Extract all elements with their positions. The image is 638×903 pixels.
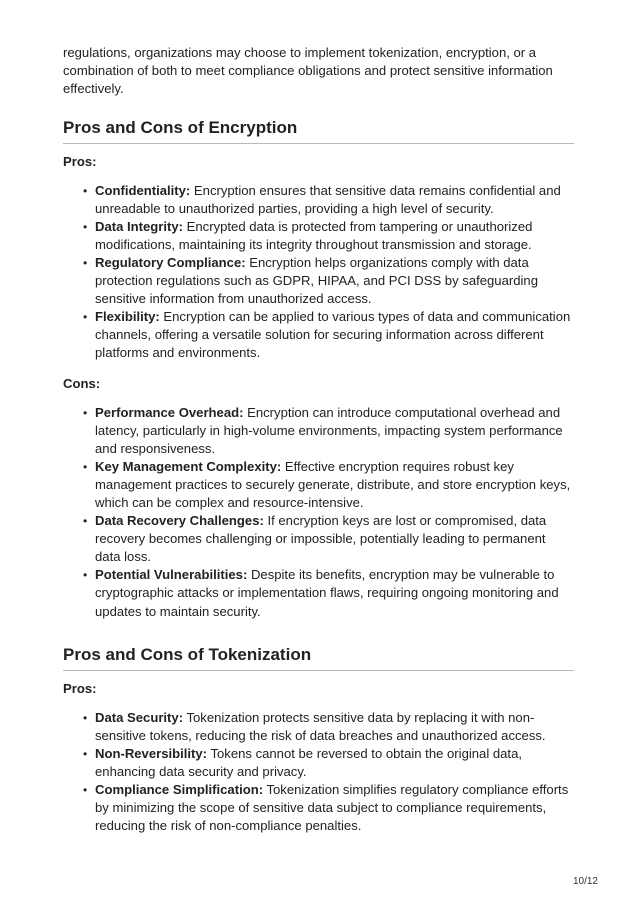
list-item-text: Despite its benefits, encryption may be vulnerable to cryptographic attacks or implementation flaws, requiring ongoing monitoring and updates to maintain security. (95, 567, 559, 619)
list-item-text: Tokenization protects sensitive data by replacing it with non-sensitive tokens, reducing the risk of data breaches and unauthorized access. (95, 709, 546, 743)
list-item-text: Tokens cannot be reversed to obtain the original data, enhancing data security and privacy. (95, 745, 522, 779)
encryption-heading: Pros and Cons of Encryption (63, 117, 574, 144)
bullet-icon: • (83, 783, 88, 798)
list-item-term: Data Security: (95, 709, 184, 725)
list-item-text: Encryption can be applied to various types of data and communication channels, offering a versatile solution for securing information across different platforms and environments. (95, 309, 571, 361)
list-item-text: If encryption keys are lost or compromised, data recovery becomes challenging or impossible, potentially leading to permanent data loss. (95, 513, 547, 565)
encryption-cons-label: Cons: (63, 375, 101, 391)
bullet-icon: • (83, 710, 88, 725)
list-item-term: Regulatory Compliance: (95, 254, 246, 270)
list-item (83, 745, 574, 781)
tokenization-pros-list (63, 709, 574, 836)
intro-paragraph: regulations, organizations may choose to implement tokenization, encryption, or a combination of both to meet compliance obligations and protect sensitive information effectively. (63, 45, 553, 97)
bullet-icon: • (83, 219, 88, 234)
list-item (83, 512, 574, 566)
tokenization-heading: Pros and Cons of Tokenization (63, 644, 574, 671)
list-item-term: Flexibility: (95, 309, 160, 325)
list-item-text: Tokenization simplifies regulatory compliance efforts by minimizing the scope of sensitive data subject to compliance requirements, reducing the risk of non-compliance penalties. (95, 782, 569, 834)
list-item-term: Compliance Simplification: (95, 782, 264, 798)
tokenization-pros-label: Pros: (63, 680, 97, 696)
list-item-text: Encryption helps organizations comply with data protection regulations such as GDPR, HIPAA, and PCI DSS by safeguarding sensitive information from unauthorized access. (95, 254, 538, 307)
list-item (83, 458, 574, 512)
list-item-text: Encryption ensures that sensitive data remains confidential and unreadable to unauthorized parties, providing a high level of security. (95, 182, 561, 216)
document-page (63, 0, 574, 835)
bullet-icon: • (83, 746, 88, 761)
list-item-term: Performance Overhead: (95, 404, 244, 420)
list-item-term: Data Integrity: (95, 218, 184, 234)
bullet-icon: • (83, 459, 88, 474)
list-item-term: Potential Vulnerabilities: (95, 567, 248, 583)
bullet-icon: • (83, 183, 88, 198)
list-item-term: Confidentiality: (95, 182, 191, 198)
bullet-icon: • (83, 405, 88, 420)
list-item-term: Non-Reversibility: (95, 745, 208, 761)
list-item (83, 404, 574, 458)
list-item (83, 566, 574, 620)
list-item (83, 218, 574, 254)
list-item-term: Key Management Complexity: (95, 458, 282, 474)
encryption-cons-list (63, 404, 574, 621)
bullet-icon: • (83, 255, 88, 270)
encryption-pros-list (63, 182, 574, 363)
bullet-icon: • (83, 310, 88, 325)
list-item (83, 709, 574, 745)
list-item (83, 182, 574, 218)
page-number: 10/12 (572, 876, 598, 887)
list-item-term: Data Recovery Challenges: (95, 513, 264, 529)
list-item-text: Encrypted data is protected from tampering or unauthorized modifications, maintaining its integrity throughout transmission and storage. (95, 218, 533, 252)
bullet-icon: • (83, 514, 88, 529)
list-item (83, 254, 574, 308)
encryption-pros-label: Pros: (63, 153, 97, 169)
list-item-text: Effective encryption requires robust key management practices to securely generate, distribute, and store encryption keys, which can be complex and resource-intensive. (95, 458, 571, 511)
list-item-text: Encryption can introduce computational overhead and latency, particularly in high-volume environments, impacting system performance and responsiveness. (95, 404, 563, 456)
bullet-icon: • (83, 568, 88, 583)
list-item (83, 308, 574, 362)
list-item (83, 781, 574, 835)
